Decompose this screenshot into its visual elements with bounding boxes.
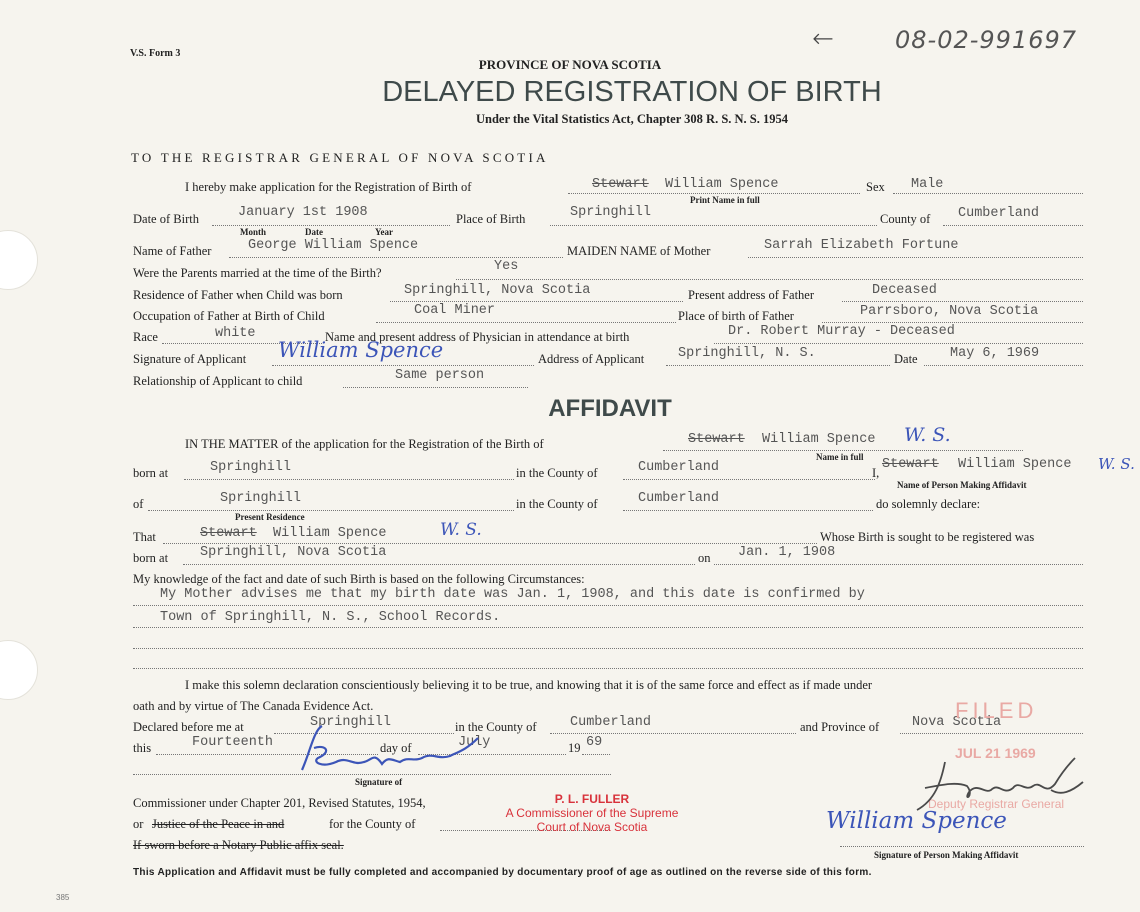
declare-label: do solemnly declare:: [876, 497, 981, 511]
county-label: County of: [880, 212, 931, 226]
commissioner-label: Commissioner under Chapter 201, Revised Statutes, 1954,: [133, 796, 426, 810]
occupation-label: Occupation of Father at Birth of Child: [133, 309, 325, 323]
born-at-label-2: born at: [133, 551, 169, 565]
initials-2: W. S.: [1098, 455, 1135, 473]
county-label-4: in the County of: [455, 720, 537, 734]
circumstance-line-1: My Mother advises me that my birth date was Jan. 1, 1908, and this date is confirmed by: [160, 587, 865, 602]
that-name: William Spence: [273, 526, 387, 541]
solemn-line-1: I make this solemn declaration conscientiously believing it to be true, and knowing that it is of the same force and effect as if made under: [185, 678, 873, 692]
present-address-label: Present address of Father: [688, 288, 815, 302]
file-number: 08-02-991697: [895, 26, 1078, 54]
commissioner-stamp: [497, 792, 687, 834]
page-code: 385: [56, 893, 70, 902]
applicant-signature-label: Signature of Applicant: [133, 352, 247, 366]
whose-label: Whose Birth is sought to be registered was: [820, 530, 1035, 544]
sex-value: Male: [911, 177, 944, 192]
stamp-name: P. L. FULLER: [554, 792, 630, 806]
physician-value: Dr. Robert Murray - Deceased: [728, 324, 955, 339]
affiant-signature: William Spence: [826, 808, 1007, 834]
applicant-address-value: Springhill, N. S.: [678, 346, 816, 361]
person-struck: Stewart: [882, 457, 939, 472]
residence-value-2: Springhill: [220, 491, 302, 506]
father-birthplace-label: Place of birth of Father: [678, 309, 794, 323]
or-label: or: [133, 817, 144, 831]
county-label-2: in the County of: [516, 466, 598, 480]
page-subtitle: Under the Vital Statistics Act, Chapter 308 R. S. N. S. 1954: [475, 112, 789, 126]
addressee-line: TO THE REGISTRAR GENERAL OF NOVA SCOTIA: [131, 150, 549, 165]
deputy-registrar-stamp: Deputy Registrar General: [928, 797, 1065, 811]
date-label: Date: [894, 352, 918, 366]
sex-label: Sex: [866, 180, 885, 194]
punch-hole: [0, 640, 38, 700]
filed-stamp: FILED: [955, 698, 1038, 723]
race-value: white: [215, 326, 256, 341]
footer-note: This Application and Affidavit must be fully completed and accompanied by documentary proof of age as outlined on the reverse side of this form.: [133, 867, 872, 878]
married-label: Were the Parents married at the time of the Birth?: [133, 266, 382, 280]
dob-value: January 1st 1908: [238, 205, 368, 220]
this-label: this: [133, 741, 152, 755]
file-number-arrow: ←: [812, 24, 835, 54]
province-title: PROVINCE OF NOVA SCOTIA: [478, 57, 662, 72]
relationship-label: Relationship of Applicant to child: [133, 374, 303, 388]
punch-hole: [0, 230, 38, 290]
mother-label: MAIDEN NAME of Mother: [567, 244, 711, 258]
month-hint: Month: [240, 227, 267, 237]
residence-label: Residence of Father when Child was born: [133, 288, 343, 302]
county-value-2: Cumberland: [638, 460, 720, 475]
that-label: That: [133, 530, 156, 544]
on-date: Jan. 1, 1908: [738, 545, 836, 560]
physician-label: Name and present address of Physician in attendance at birth: [325, 330, 630, 344]
year-prefix: 19: [568, 741, 581, 755]
person-hint: Name of Person Making Affidavit: [897, 480, 1027, 490]
applicant-address-label: Address of Applicant: [538, 352, 645, 366]
declared-province: Nova Scotia: [912, 715, 1002, 730]
born-at-value: Springhill: [210, 460, 292, 475]
circumstance-line-2: Town of Springhill, N. S., School Records.: [160, 610, 501, 625]
born-at-label: born at: [133, 466, 169, 480]
solemn-line-2: oath and by virtue of The Canada Evidence Act.: [133, 699, 374, 713]
application-intro: I hereby make application for the Registration of Birth of: [185, 180, 472, 194]
affidavit-name: William Spence: [762, 432, 876, 447]
day-value: Fourteenth: [192, 735, 274, 750]
county-label-3: in the County of: [516, 497, 598, 511]
name-full-hint: Name in full: [816, 452, 864, 462]
for-county-label: for the County of: [329, 817, 416, 831]
of-label: of: [133, 497, 144, 511]
affidavit-name-struck: Stewart: [688, 432, 745, 447]
dob-label: Date of Birth: [133, 212, 199, 226]
place-value: Springhill: [570, 205, 652, 220]
place-label: Place of Birth: [456, 212, 526, 226]
sworn-struck: If sworn before a Notary Public affix seal.: [133, 838, 344, 852]
stamp-line-1: A Commissioner of the Supreme: [505, 806, 679, 820]
born-at-value-2: Springhill, Nova Scotia: [200, 545, 387, 560]
county-value: Cumberland: [958, 206, 1040, 221]
residence-value: Springhill, Nova Scotia: [404, 283, 591, 298]
that-struck: Stewart: [200, 526, 257, 541]
year-value: 69: [586, 735, 603, 750]
residence-hint: Present Residence: [235, 512, 305, 522]
matter-label: IN THE MATTER of the application for the Registration of the Birth of: [185, 437, 544, 451]
print-name-hint: Print Name in full: [690, 195, 760, 205]
relationship-value: Same person: [395, 368, 485, 383]
year-hint: Year: [375, 227, 393, 237]
affiant-signature-label: Signature of Person Making Affidavit: [874, 850, 1019, 860]
declared-label: Declared before me at: [133, 720, 244, 734]
child-name: William Spence: [665, 177, 779, 192]
county-value-3: Cumberland: [638, 491, 720, 506]
declared-county: Cumberland: [570, 715, 652, 730]
married-value: Yes: [494, 259, 519, 274]
initials-1: W. S.: [904, 424, 951, 446]
father-value: George William Spence: [248, 238, 419, 253]
date-hint: Date: [305, 227, 323, 237]
occupation-value: Coal Miner: [414, 303, 496, 318]
knowledge-label: My knowledge of the fact and date of such Birth is based on the following Circumstances:: [133, 572, 585, 586]
month-value: July: [458, 735, 491, 750]
i-label: I,: [872, 466, 880, 480]
name-struck: Stewart: [592, 177, 649, 192]
day-of-label: day of: [380, 741, 412, 755]
stamp-line-2: Court of Nova Scotia: [536, 820, 648, 834]
applicant-signature: William Spence: [278, 338, 444, 362]
present-address-value: Deceased: [872, 283, 937, 298]
race-label: Race: [133, 330, 158, 344]
affidavit-heading: AFFIDAVIT: [548, 395, 672, 422]
signature-of-label: Signature of: [355, 777, 403, 787]
justice-struck: Justice of the Peace in and: [152, 817, 285, 831]
mother-value: Sarrah Elizabeth Fortune: [764, 238, 959, 253]
province-label: and Province of: [800, 720, 880, 734]
filed-date-stamp: JUL 21 1969: [955, 745, 1036, 761]
date-value: May 6, 1969: [950, 346, 1040, 361]
person-name: William Spence: [958, 457, 1072, 472]
form-id: V.S. Form 3: [130, 48, 181, 59]
page-title: DELAYED REGISTRATION OF BIRTH: [382, 76, 882, 108]
on-label: on: [698, 551, 711, 565]
father-label: Name of Father: [133, 244, 212, 258]
initials-3: W. S.: [440, 520, 482, 540]
declared-at: Springhill: [310, 715, 392, 730]
father-birthplace-value: Parrsboro, Nova Scotia: [860, 304, 1039, 319]
commissioner-signature: [292, 722, 492, 782]
